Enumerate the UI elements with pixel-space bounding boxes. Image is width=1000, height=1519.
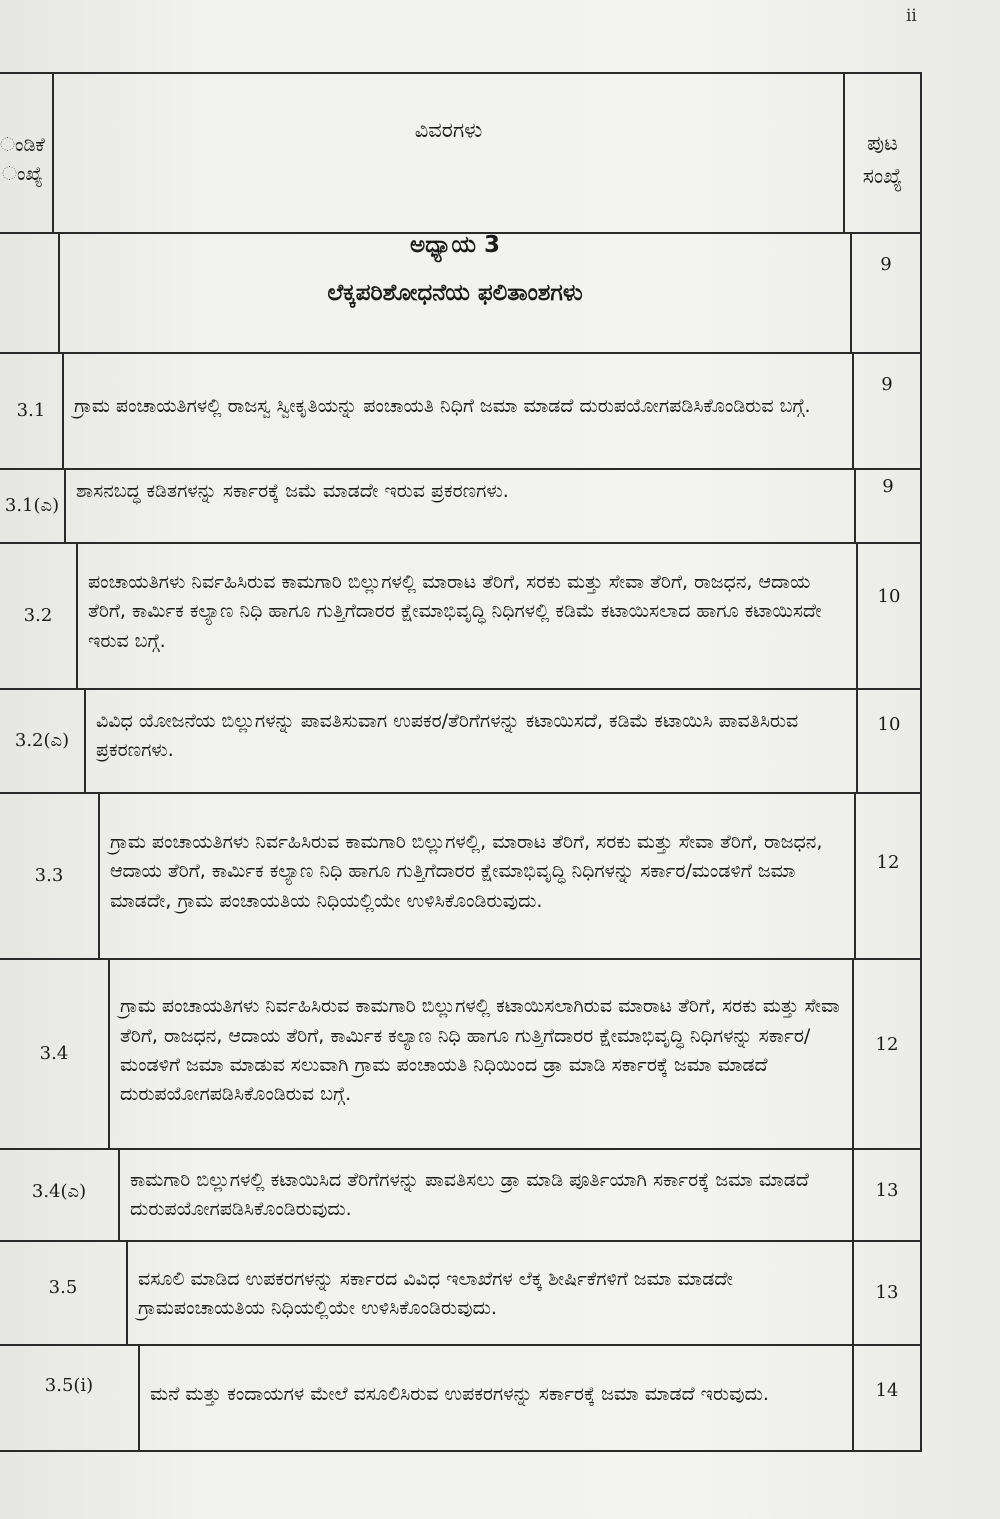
row-number: 3.5(i) xyxy=(44,1375,94,1396)
row-page: 12 xyxy=(875,1034,899,1056)
row-page: 10 xyxy=(877,714,901,736)
header-details: ವಿವರಗಳು xyxy=(414,117,483,142)
row-number: 3.4 xyxy=(39,1043,69,1065)
row-number: 3.5 xyxy=(48,1277,78,1298)
row-number: 3.3 xyxy=(34,865,64,887)
row-page: 10 xyxy=(877,586,901,608)
table-border-top xyxy=(0,72,922,74)
row-divider xyxy=(98,792,100,960)
row-number: 3.2 xyxy=(23,605,53,627)
header-page: ಪುಟ ಸಂಖ್ಯೆ xyxy=(862,131,903,188)
row-divider xyxy=(76,542,78,690)
chapter-title: ಅಧ್ಯಾಯ 3 xyxy=(410,232,500,259)
row-page: 9 xyxy=(882,476,894,498)
row-divider xyxy=(108,958,110,1150)
chapter-subtitle: ಲೆಕ್ಕಪರಿಶೋಧನೆಯ ಫಲಿತಾಂಶಗಳು xyxy=(327,280,583,306)
row-divider xyxy=(84,688,86,794)
table-border-right xyxy=(920,72,922,1452)
row-description: ವಿವಿಧ ಯೋಜನೆಯ ಬಿಲ್ಲುಗಳನ್ನು ಪಾವತಿಸುವಾಗ ಉಪಕರ/ತೆರಿಗೆಗಳನ್ನು ಕಟಾಯಿಸದೆ, ಕಡಿಮೆ ಕಟಾಯಿಸಿ ಪಾವತಿಸಿರುವ ಪ್ರಕರಣಗಳು. xyxy=(96,709,799,761)
row-description: ಗ್ರಾಮ ಪಂಚಾಯತಿಗಳು ನಿರ್ವಹಿಸಿರುವ ಕಾಮಗಾರಿ ಬಿಲ್ಲುಗಳಲ್ಲಿ, ಮಾರಾಟ ತೆರಿಗೆ, ಸರಕು ಮತ್ತು ಸೇವಾ ತೆರಿಗೆ, ರಾಜಧನ, ಆದಾಯ ತೆರಿಗೆ, ಕಾರ್ಮಿಕ ಕಲ್ಯಾಣ ನಿಧಿ ಹಾಗೂ ಗುತ್ತಿಗೆದಾರರ ಕ್ಷೇಮಾಭಿವೃದ್ಧಿ ನಿಧಿಗಳನ್ನು ಸರ್ಕಾರ/ಮಂಡಳಿಗೆ ಜಮಾ ಮಾಡದೇ, ಗ್ರಾಮ ಪಂಚಾಯತಿಯ ನಿಧಿಯಲ್ಲಿಯೇ ಉಳಿಸಿಕೊಂಡಿರುವುದು. xyxy=(110,830,823,912)
row-description: ಗ್ರಾಮ ಪಂಚಾಯತಿಗಳು ನಿರ್ವಹಿಸಿರುವ ಕಾಮಗಾರಿ ಬಿಲ್ಲುಗಳಲ್ಲಿ ಕಟಾಯಿಸಲಾಗಿರುವ ಮಾರಾಟ ತೆರಿಗೆ, ಸರಕು ಮತ್ತು ಸೇವಾ ತೆರಿಗೆ, ರಾಜಧನ, ಆದಾಯ ತೆರಿಗೆ, ಕಾರ್ಮಿಕ ಕಲ್ಯಾಣ ನಿಧಿ ಹಾಗೂ ಗುತ್ತಿಗೆದಾರರ ಕ್ಷೇಮಾಭಿವೃದ್ಧಿ ನಿಧಿಗಳನ್ನು ಸರ್ಕಾರ/ಮಂಡಳಿಗೆ ಜಮಾ ಮಾಡುವ ಸಲುವಾಗಿ ಗ್ರಾಮ ಪಂಚಾಯತಿ ನಿಧಿಯಿಂದ ಡ್ರಾ ಮಾಡಿ ಸರ್ಕಾರಕ್ಕೆ ಜಮಾ ಮಾಡದೆ ದುರುಪಯೋಗಪಡಿಸಿಕೊಂಡಿರುವ ಬಗ್ಗೆ. xyxy=(120,995,840,1106)
row-divider xyxy=(118,1148,120,1242)
row-description: ಮನೆ ಮತ್ತು ಕಂದಾಯಗಳ ಮೇಲೆ ವಸೂಲಿಸಿರುವ ಉಪಕರಗಳನ್ನು ಸರ್ಕಾರಕ್ಕೆ ಜಮಾ ಮಾಡದೆ ಇರುವುದು. xyxy=(150,1383,769,1406)
row-page: 13 xyxy=(875,1282,899,1304)
row-description: ವಸೂಲಿ ಮಾಡಿದ ಉಪಕರಗಳನ್ನು ಸರ್ಕಾರದ ವಿವಿಧ ಇಲಾಖೆಗಳ ಲೆಕ್ಕ ಶೀರ್ಷಿಕೆಗಳಿಗೆ ಜಮಾ ಮಾಡದೇ ಗ್ರಾಮಪಂಚಾಯತಿಯ ನಿಧಿಯಲ್ಲಿಯೇ ಉಳಿಸಿಕೊಂಡಿರುವುದು. xyxy=(138,1267,733,1319)
row-description: ಪಂಚಾಯತಿಗಳು ನಿರ್ವಹಿಸಿರುವ ಕಾಮಗಾರಿ ಬಿಲ್ಲುಗಳಲ್ಲಿ ಮಾರಾಟ ತೆರಿಗೆ, ಸರಕು ಮತ್ತು ಸೇವಾ ತೆರಿಗೆ, ರಾಜಧನ, ಆದಾಯ ತೆರಿಗೆ, ಕಾರ್ಮಿಕ ಕಲ್ಯಾಣ ನಿಧಿ ಹಾಗೂ ಗುತ್ತಿಗೆದಾರರ ಕ್ಷೇಮಾಭಿವೃದ್ಧಿ ನಿಧಿಗಳಲ್ಲಿ ಕಡಿಮೆ ಕಟಾಯಿಸಲಾದ ಹಾಗೂ ಕಟಾಯಿಸದೇ ಇರುವ ಬಗ್ಗೆ. xyxy=(88,570,822,652)
page-number: ii xyxy=(906,6,917,26)
chapter-page: 9 xyxy=(880,254,892,276)
row-description: ಶಾಸನಬದ್ಧ ಕಡಿತಗಳನ್ನು ಸರ್ಕಾರಕ್ಕೆ ಜಮೆ ಮಾಡದೇ ಇರುವ ಪ್ರಕರಣಗಳು. xyxy=(76,480,509,503)
row-page: 14 xyxy=(875,1380,899,1402)
row-description: ಕಾಮಗಾರಿ ಬಿಲ್ಲುಗಳಲ್ಲಿ ಕಟಾಯಿಸಿದ ತೆರಿಗೆಗಳನ್ನು ಪಾವತಿಸಲು ಡ್ರಾ ಮಾಡಿ ಪೂರ್ತಿಯಾಗಿ ಸರ್ಕಾರಕ್ಕೆ ಜಮಾ ಮಾಡದೆ ದುರುಪಯೋಗಪಡಿಸಿಕೊಂಡಿರುವುದು. xyxy=(130,1168,809,1220)
row-number: 3.2(ಎ) xyxy=(14,730,70,752)
row-bottom-line xyxy=(0,1240,922,1242)
row-divider xyxy=(126,1240,128,1346)
row-description: ಗ್ರಾಮ ಪಂಚಾಯತಿಗಳಲ್ಲಿ ರಾಜಸ್ವ ಸ್ವೀಕೃತಿಯನ್ನು ಪಂಚಾಯತಿ ನಿಧಿಗೆ ಜಮಾ ಮಾಡದೆ ದುರುಪಯೋಗಪಡಿಸಿಕೊಂಡಿರುವ ಬಗ್ಗೆ. xyxy=(74,395,811,418)
chapter-heading xyxy=(60,200,850,340)
row-divider xyxy=(64,468,66,544)
row-divider xyxy=(138,1344,140,1452)
row-page: 13 xyxy=(875,1180,899,1202)
row-number: 3.1(ಎ) xyxy=(4,495,60,517)
row-divider xyxy=(62,352,64,470)
row-page: 12 xyxy=(876,852,900,874)
row-number: 3.4(ಎ) xyxy=(31,1181,87,1202)
header-index: ಂಡಿಕೆ ಂಖ್ಯೆ xyxy=(0,133,45,185)
table-bottom-line xyxy=(0,1450,922,1452)
row-number: 3.1 xyxy=(16,400,46,422)
row-page: 9 xyxy=(881,374,893,396)
